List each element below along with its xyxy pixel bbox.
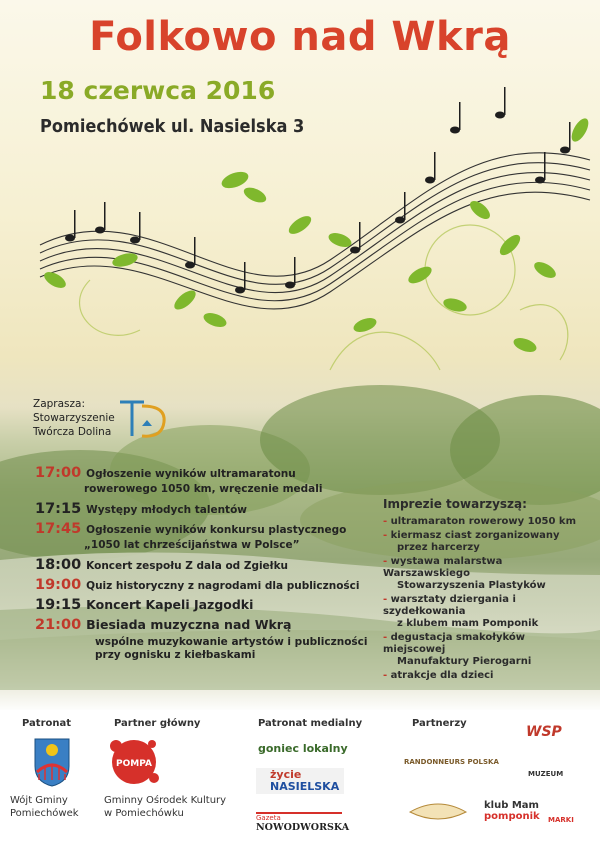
- nasielska-text: NASIELSKA: [270, 780, 340, 793]
- schedule-event-detail: wspólne muzykowanie artystów i publiczności: [95, 636, 368, 648]
- gazeta-text: Gazeta: [256, 814, 281, 822]
- marki-logo: MARKI: [548, 816, 574, 824]
- klub-mam-pomponik-logo: [484, 800, 540, 822]
- media-patronage-heading: Patronat medialny: [258, 718, 363, 729]
- side-event-text-cont: Stowarzyszenia Plastyków: [397, 580, 546, 591]
- side-event-item: - wystawa malarstwa Warszawskiego Stowarzyszenia Plastyków: [383, 556, 583, 592]
- zycie-text: życie: [270, 768, 302, 781]
- side-events-heading: Imprezie towarzyszą:: [383, 497, 527, 511]
- side-event-item: - degustacja smakołyków miejscowej Manufaktury Pierogarni: [383, 632, 583, 668]
- sponsors-footer: [0, 710, 600, 848]
- schedule-event: Ogłoszenie wyników konkursu plastycznego: [86, 524, 347, 536]
- side-event-text: wystawa malarstwa Warszawskiego: [383, 556, 503, 579]
- schedule-time: 19:00: [35, 577, 82, 593]
- schedule-list: [35, 465, 370, 661]
- schedule-item: [35, 521, 370, 537]
- schedule-event: Koncert zespołu Z dala od Zgiełku: [86, 560, 289, 572]
- side-event-text: warsztaty dziergania i szydełkowania: [383, 594, 516, 617]
- schedule-time: 21:00: [35, 617, 82, 633]
- side-event-text-cont: z klubem mam Pomponik: [397, 618, 539, 629]
- patronat-name-line2: Pomiechówek: [10, 808, 79, 819]
- side-event-text: atrakcje dla dzieci: [390, 670, 494, 681]
- schedule-time: 18:00: [35, 557, 82, 573]
- main-partner-name: [104, 794, 234, 820]
- organizer-label: Zaprasza:: [33, 398, 85, 410]
- schedule-item: [35, 557, 370, 573]
- schedule-event: Występy młodych talentów: [86, 504, 247, 516]
- schedule-event: Koncert Kapeli Jazgodki: [86, 597, 254, 612]
- schedule-item: [35, 577, 370, 593]
- gazeta-nowodworska-logo: [256, 812, 350, 833]
- main-partner-name-line1: Gminny Ośrodek Kultury: [104, 795, 227, 806]
- schedule-event: Ogłoszenie wyników ultramaratonu: [86, 468, 296, 480]
- side-event-text: ultramaraton rowerowy 1050 km: [390, 516, 576, 527]
- schedule-event-detail: „1050 lat chrześcijaństwa w Polsce”: [84, 539, 300, 551]
- organizer-block: [33, 397, 115, 439]
- pomponik-text: pomponik: [484, 811, 540, 822]
- side-event-item: - warsztaty dziergania i szydełkowania z klubem mam Pomponik: [383, 594, 583, 630]
- schedule-item: [35, 617, 370, 633]
- randonneurs-polska-logo: RANDONNEURS POLSKA: [404, 758, 499, 766]
- organizer-name-line2: Twórcza Dolina: [33, 426, 112, 438]
- goniec-lokalny-logo: goniec lokalny: [258, 742, 348, 755]
- event-date: 18 czerwca 2016: [40, 76, 276, 105]
- schedule-time: 19:15: [35, 597, 82, 613]
- schedule-event: Quiz historyczny z nagrodami dla publiczności: [86, 580, 360, 592]
- schedule-event-detail: przy ognisku z kiełbaskami: [95, 649, 256, 661]
- pierogarnia-logo: [408, 798, 468, 826]
- side-event-item: - kiermasz ciast zorganizowany przez harcerzy: [383, 530, 583, 554]
- patronat-name-line1: Wójt Gminy: [10, 795, 68, 806]
- side-event-text: kiermasz ciast zorganizowany: [390, 530, 560, 541]
- event-title: Folkowo nad Wkrą: [89, 14, 511, 60]
- event-address: Pomiechówek ul. Nasielska 3: [40, 116, 305, 137]
- side-event-text-cont: Manufaktury Pierogarni: [397, 656, 532, 667]
- schedule-event-detail: rowerowego 1050 km, wręczenie medali: [84, 483, 323, 495]
- side-event-item: - atrakcje dla dzieci: [383, 670, 494, 681]
- pompa-logo-text: POMPA: [116, 759, 152, 769]
- schedule-time: 17:15: [35, 501, 82, 517]
- music-staff-illustration: [0, 70, 600, 380]
- partners-heading: Partnerzy: [412, 718, 467, 729]
- wsp-logo: WSP: [526, 724, 562, 740]
- pomiechowek-coat-of-arms-icon: [32, 736, 72, 788]
- schedule-event: Biesiada muzyczna nad Wkrą: [86, 617, 292, 632]
- schedule-item: [35, 597, 370, 613]
- side-event-text: degustacja smakołyków miejscowej: [383, 632, 526, 655]
- organizer-name-line1: Stowarzyszenie: [33, 412, 115, 424]
- side-event-item: - ultramaraton rowerowy 1050 km: [383, 516, 576, 527]
- schedule-time: 17:00: [35, 465, 82, 481]
- side-event-text-cont: przez harcerzy: [397, 542, 480, 553]
- pompa-logo: [104, 734, 164, 792]
- schedule-time: 17:45: [35, 521, 82, 537]
- schedule-item: [35, 465, 370, 481]
- zycie-nasielska-logo: [256, 768, 344, 794]
- patronat-heading: Patronat: [22, 718, 72, 729]
- klub-mam-text: klub Mam: [484, 800, 539, 811]
- schedule-item: [35, 501, 370, 517]
- main-partner-name-line2: w Pomiechówku: [104, 808, 184, 819]
- patronat-name: [10, 794, 96, 820]
- tworcza-dolina-logo: [116, 396, 170, 442]
- nowodworska-text: NOWODWORSKA: [256, 822, 350, 833]
- muzeum-logo: MUZEUM: [528, 770, 564, 778]
- main-partner-heading: Partner główny: [114, 718, 201, 729]
- side-events: [383, 497, 583, 684]
